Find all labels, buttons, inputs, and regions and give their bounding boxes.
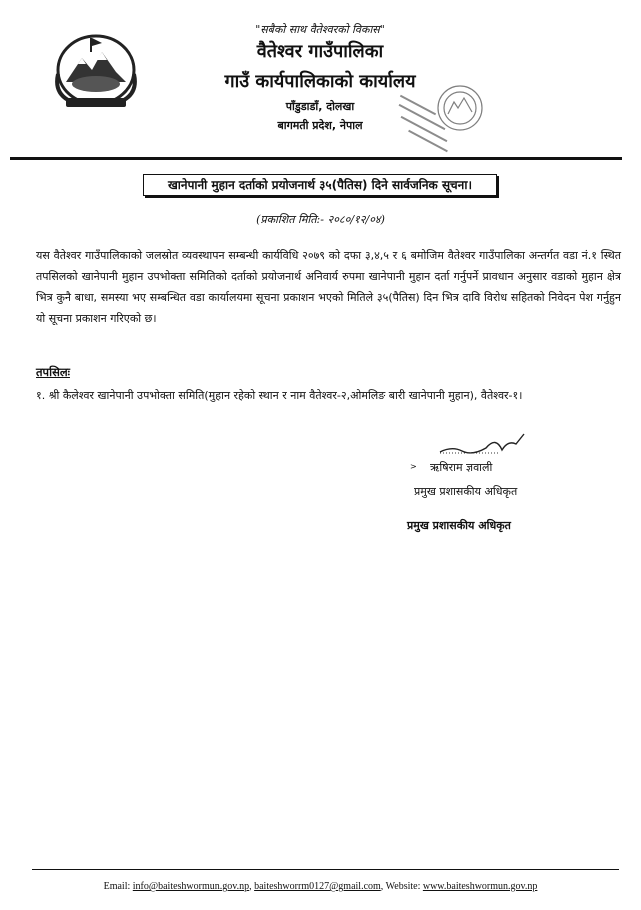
nepal-government-emblem-icon xyxy=(52,30,140,112)
email-link-1[interactable]: info@baiteshwormun.gov.np xyxy=(132,881,250,892)
address-line-1: पाँडुडाडाँ, दोलखा xyxy=(285,100,355,113)
website-link[interactable]: www.baiteshwormun.gov.np xyxy=(422,881,538,892)
website-label: , Website: xyxy=(380,881,421,892)
published-date: (प्रकाशित मिति:- २०८०/१२/०४) xyxy=(256,213,385,226)
signatory-title: प्रमुख प्रशासकीय अधिकृत xyxy=(414,485,518,498)
email-label: Email: xyxy=(103,881,131,892)
signatory-name: ऋषिराम ज्ञवाली xyxy=(430,461,493,474)
organization-name: वैतेश्वर गाउँपालिका xyxy=(256,41,384,62)
office-seal-icon xyxy=(392,78,500,166)
signatory-stamp-title: प्रमुख प्रशासकीय अधिकृत xyxy=(407,519,511,532)
signature-marker: > xyxy=(410,462,417,471)
signature-icon xyxy=(438,432,528,456)
list-item: १. श्री कैलेश्वर खानेपानी उपभोक्ता समिति(मुहान रहेको स्थान र नाम वैतेश्वर-२,ओमलिङ बारी खानेपानी मुहान), वैतेश्वर-१। xyxy=(36,389,523,402)
header-divider xyxy=(10,157,622,160)
footer-divider xyxy=(32,869,619,870)
slogan: "सबैको साथ वैतेश्वरको विकास" xyxy=(255,23,385,36)
notice-title: खानेपानी मुहान दर्ताको प्रयोजनार्थ ३५(पैतिस) दिने सार्वजनिक सूचना। xyxy=(143,174,497,196)
separator: , xyxy=(249,881,252,892)
email-link-2[interactable]: baiteshworrm0127@gmail.com xyxy=(254,881,381,892)
footer-contact xyxy=(0,881,641,892)
office-name: गाउँ कार्यपालिकाको कार्यालय xyxy=(224,71,416,92)
address-line-2: बागमती प्रदेश, नेपाल xyxy=(277,119,363,132)
notice-body: यस वैतेश्वर गाउँपालिकाको जलस्रोत व्यवस्थापन सम्बन्धी कार्यविधि २०७९ को दफा ३,४,५ र ६ बमोजिम वैतेश्वर गाउँपालिका अन्तर्गत वडा नं.१ स्थित तपसिलको खानेपानी मुहान उपभोक्ता समितिको दर्ताको प्रयोजनार्थ अनिवार्य रुपमा खानेपानी मुहान दर्ता गर्नुपर्ने प्रावधान अनुसार वडाको मुहान क्षेत्र भित्र कुनै बाधा, समस्या भए सम्बन्धित वडा कार्यालयमा सूचना प्रकाशन भएको मितिले ३५(पैतिस) दिन भित्र दावि विरोध सहितको निवेदन पेश गर्नुहुन यो सूचना प्रकाशन गरिएको छ। xyxy=(36,249,621,325)
list-heading: तपसिलः xyxy=(36,365,70,379)
